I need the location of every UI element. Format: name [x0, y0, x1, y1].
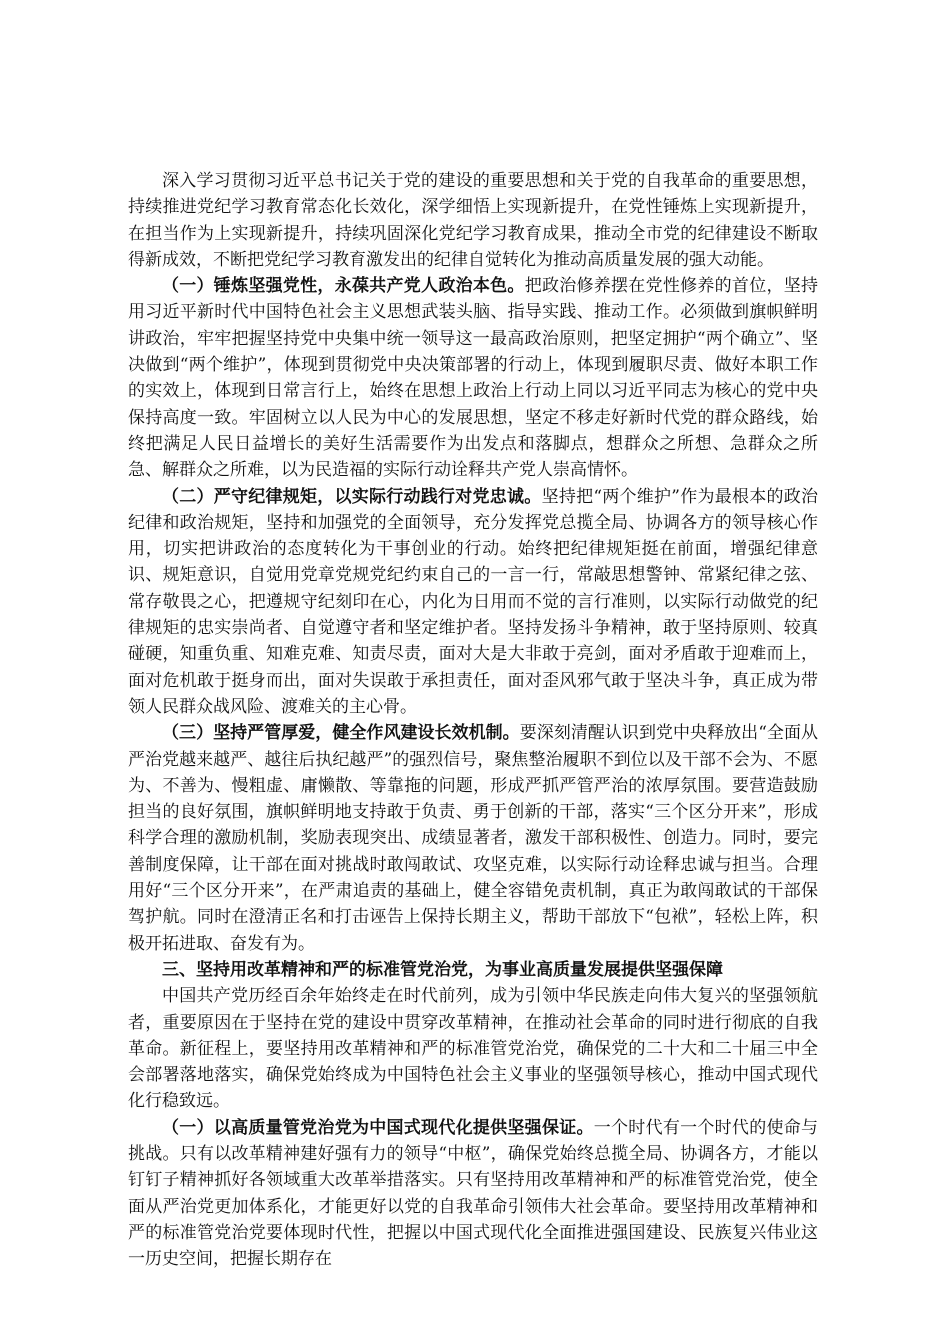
- section-3-body: 要深刻清醒认识到党中央释放出“全面从严治党越来越严、越往后执纪越严”的强烈信号，聚焦整治履职不到位以及干部不会为、不愿为、不善为、慢粗虚、庸懒散、等靠拖的问题，形成严抓严管严治的浓厚氛围。要营造鼓励担当的良好氛围，旗帜鲜明地支持敢于负责、勇于创新的干部，落实“三个区分开来”，形成科学合理的激励机制，奖励表现突出、成绩显著者，激发干部积极性、创造力。同时，要完善制度保障，让干部在面对挑战时敢闯敢试、攻坚克难，以实际行动诠释忠诚与担当。合理用好“三个区分开来”，在严肃追责的基础上，健全容错免责机制，真正为敢闯敢试的干部保驾护航。同时在澄清正名和打击诬告上保持长期主义，帮助干部放下“包袱”，轻松上阵，积极开拓进取、奋发有为。: [128, 723, 818, 954]
- section-4-body: 一个时代有一个时代的使命与挑战。只有以改革精神建好强有力的领导“中枢”，确保党始终总揽全局、协调各方，才能以钉钉子精神抓好各领域重大改革举措落实。只有坚持用改革精神和严的标准管党治党，使全面从严治党更加体系化，才能更好以党的自我革命引领伟大社会革命。要坚持用改革精神和严的标准管党治党要体现时代性，把握以中国式现代化全面推进强国建设、民族复兴伟业这一历史空间，把握长期存在: [128, 1117, 819, 1270]
- section-3-paragraph: [128, 720, 818, 957]
- section-2-paragraph: [128, 484, 818, 721]
- document-page: [128, 168, 818, 1272]
- section-2-title: （二）严守纪律规矩，以实际行动践行对党忠诚。: [162, 486, 542, 507]
- section-1-paragraph: [128, 273, 818, 483]
- part-3-paragraph: 中国共产党历经百余年始终走在时代前列，成为引领中华民族走向伟大复兴的坚强领航者，重要原因在于坚持在党的建设中贯穿改革精神，在推动社会革命的同时进行彻底的自我革命。新征程上，要坚持用改革精神和严的标准管党治党，确保党的二十大和二十届三中全会部署落地落实，确保党始终成为中国特色社会主义事业的坚强领导核心，推动中国式现代化行稳致远。: [128, 986, 818, 1112]
- intro-paragraph: 深入学习贯彻习近平总书记关于党的建设的重要思想和关于党的自我革命的重要思想，持续推进党纪学习教育常态化长效化，深学细悟上实现新提升，在党性锤炼上实现新提升，在担当作为上实现新提升，持续巩固深化党纪学习教育成果，推动全市党的纪律建设不断取得新成效，不断把党纪学习教育激发出的纪律自觉转化为推动高质量发展的强大动能。: [128, 171, 818, 270]
- part-3-heading: 三、坚持用改革精神和严的标准管党治党，为事业高质量发展提供坚强保障: [162, 959, 723, 980]
- section-4-paragraph: [128, 1115, 818, 1273]
- section-2-body: 坚持把“两个维护”作为最根本的政治纪律和政治规矩，坚持和加强党的全面领导，充分发挥党总揽全局、协调各方的领导核心作用，切实把讲政治的态度转化为干事创业的行动。始终把纪律规矩挺在前面，增强纪律意识、规矩意识，自觉用党章党规党纪约束自己的一言一行，常敲思想警钟、常紧纪律之弦、常存敬畏之心，把遵规守纪刻印在心，内化为日用而不觉的言行准则，以实际行动做党的纪律规矩的忠实崇尚者、自觉遵守者和坚定维护者。坚持发扬斗争精神，敢于坚持原则、较真碰硬，知重负重、知难克难、知责尽责，面对大是大非敢于亮剑，面对矛盾敢于迎难而上，面对危机敢于挺身而出，面对失误敢于承担责任，面对歪风邪气敢于坚决斗争，真正成为带领人民群众战风险、渡难关的主心骨。: [128, 486, 818, 717]
- section-1-title: （一）锤炼坚强党性，永葆共产党人政治本色。: [162, 276, 525, 297]
- section-4-title: （一）以高质量管党治党为中国式现代化提供坚强保证。: [162, 1117, 594, 1138]
- section-1-body: 把政治修养摆在党性修养的首位，坚持用习近平新时代中国特色社会主义思想武装头脑、指导实践、推动工作。必须做到旗帜鲜明讲政治，牢牢把握坚持党中央集中统一领导这一最高政治原则，把坚定拥护“两个确立”、坚决做到“两个维护”，体现到贯彻党中央决策部署的行动上，体现到履职尽责、做好本职工作的实效上，体现到日常言行上，始终在思想上政治上行动上同以习近平同志为核心的党中央保持高度一致。牢固树立以人民为中心的发展思想，坚定不移走好新时代党的群众路线，始终把满足人民日益增长的美好生活需要作为出发点和落脚点，想群众之所想、急群众之所急、解群众之所难，以为民造福的实际行动诠释共产党人崇高情怀。: [128, 276, 819, 481]
- section-3-title: （三）坚持严管厚爱，健全作风建设长效机制。: [162, 723, 520, 744]
